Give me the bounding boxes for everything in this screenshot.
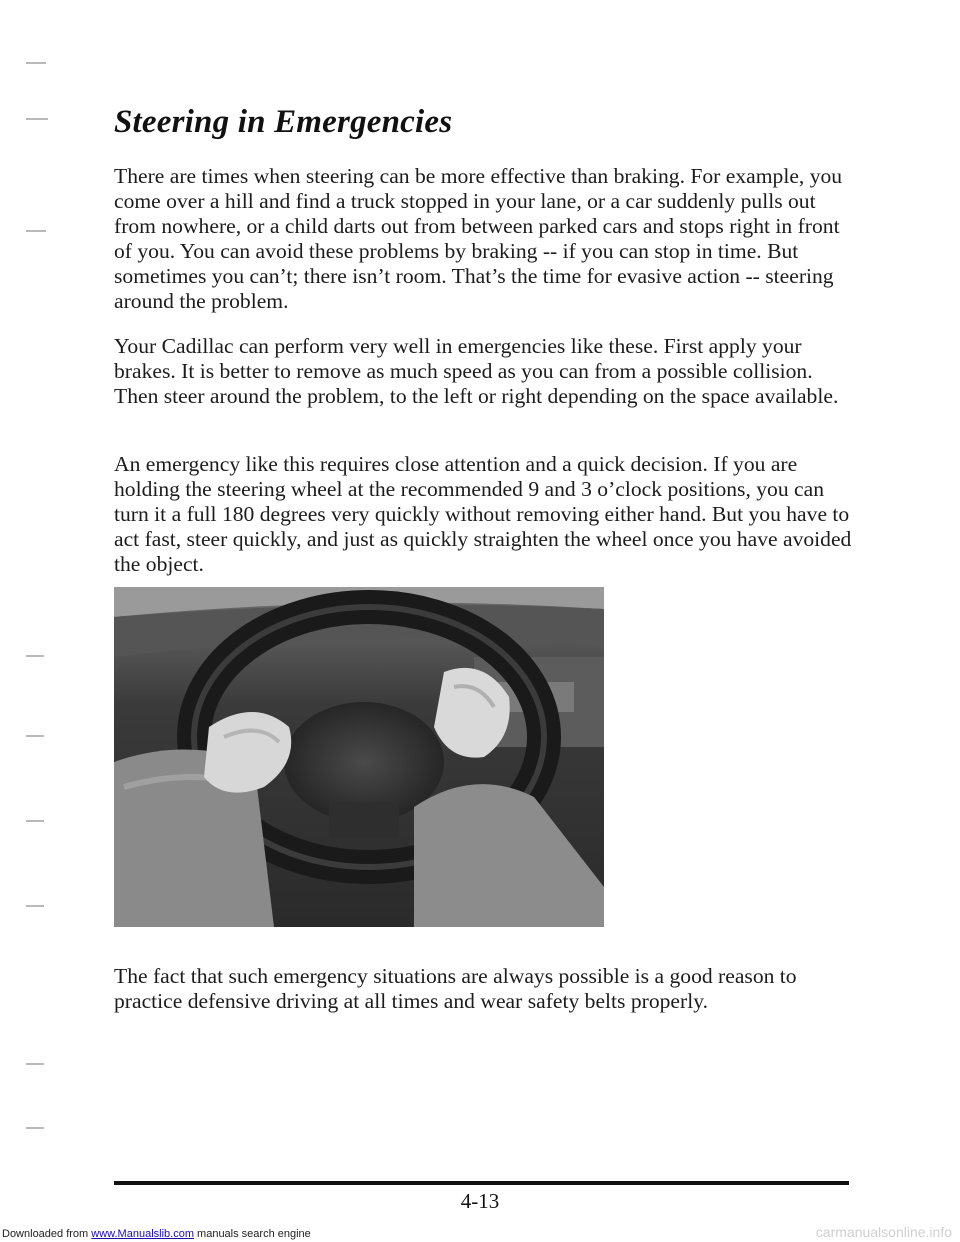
margin-mark: [26, 62, 46, 64]
margin-mark: [26, 655, 44, 657]
page-number: 4-13: [460, 1189, 500, 1213]
steering-wheel-photo: [114, 587, 604, 927]
download-footer: [2, 1228, 311, 1240]
margin-mark: [26, 820, 44, 822]
manualslib-link[interactable]: www.Manualslib.com: [91, 1228, 194, 1240]
paragraph-cadillac-performance: Your Cadillac can perform very well in emergencies like these. First apply your brakes. It is better to remove as much speed as you can from a possible collision. Then steer around the problem, to the left or right depending on the space available.: [114, 334, 839, 408]
margin-mark: [26, 118, 48, 120]
margin-mark: [26, 735, 44, 737]
footer-prefix: Downloaded from: [2, 1228, 92, 1240]
paragraph-defensive-driving: The fact that such emergency situations are always possible is a good reason to practice defensive driving at all times and wear safety belts properly.: [114, 964, 797, 1013]
margin-mark: [26, 1127, 44, 1129]
paragraph-steering-vs-braking: There are times when steering can be more effective than braking. For example, you come over a hill and find a truck stopped in your lane, or a car suddenly pulls out from nowhere, or a child darts out from between parked cars and stops right in front of you. You can avoid these problems by braking -- if you can stop in time. But sometimes you can’t; there isn’t room. That’s the time for evasive action -- steering around the problem.: [114, 164, 843, 313]
watermark: carmanualsonline.info: [815, 1224, 952, 1240]
margin-mark: [26, 905, 44, 907]
paragraph-hand-position: An emergency like this requires close attention and a quick decision. If you are holding the steering wheel at the recommended 9 and 3 o’clock positions, you can turn it a full 180 degrees very quickly without removing either hand. But you have to act fast, steer quickly, and just as quickly straighten the wheel once you have avoided the object.: [114, 452, 852, 576]
section-heading: Steering in Emergencies: [114, 104, 453, 140]
margin-mark: [26, 230, 46, 232]
footer-suffix: manuals search engine: [193, 1228, 311, 1240]
margin-mark: [26, 1063, 44, 1065]
footer-rule: [114, 1181, 849, 1185]
